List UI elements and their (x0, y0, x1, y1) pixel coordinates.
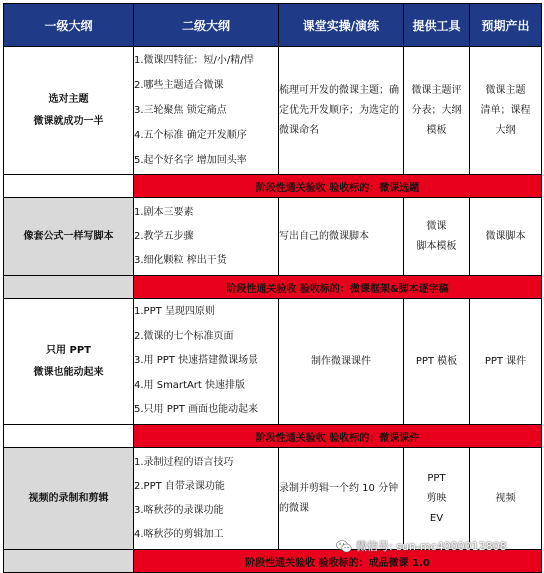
section-title-line: 微课就成功一半 (33, 115, 104, 127)
sub-item: 4.用 SmartArt 快速排版 (134, 379, 246, 391)
course-outline-table (3, 3, 542, 573)
output-line: 大纲 (495, 124, 516, 136)
sub-item: 3.喀秋莎的录课功能 (134, 504, 224, 516)
watermark-text: 微信号: sun-mc4000012808 (356, 540, 507, 553)
section-row-3 (4, 299, 542, 425)
header-level2: 二级大纲 (134, 4, 279, 47)
sub-item: 5.只用 PPT 画面也能动起来 (134, 404, 259, 416)
output-line: 清单；课程 (480, 104, 531, 116)
section-title (4, 448, 134, 550)
header-tools: 提供工具 (404, 4, 470, 47)
section-row-2 (4, 198, 542, 276)
section-title-line: 像套公式一样写脚本 (23, 230, 114, 242)
sub-item: 3.三轮聚焦 锁定痛点 (134, 105, 227, 116)
section-title-cont (4, 175, 134, 198)
sub-item: 1.微课四特征：短/小/精/悍 (134, 55, 254, 66)
output-cell (470, 47, 542, 175)
sub-item: 2.PPT 自带录课功能 (134, 480, 225, 492)
sub-item: 4.喀秋莎的剪辑加工 (134, 528, 224, 540)
gate-banner: 阶段性通关验收 验收标的：成品微课 1.0 (134, 550, 542, 573)
sub-item: 1.PPT 呈现四原则 (134, 306, 215, 318)
sub-outline (134, 448, 279, 550)
section-title-line: 视频的录制和剪辑 (28, 492, 109, 504)
sub-item: 2.哪些主题适合微课 (134, 80, 224, 91)
tools-cell (404, 47, 470, 175)
practice-cell: 写出自己的微课脚本 (279, 198, 404, 276)
section-title-cont (4, 276, 134, 299)
section-title (4, 47, 134, 175)
sub-item: 2.教学五步骤 (134, 230, 194, 242)
tools-line: 微课 (426, 220, 447, 232)
sub-item: 1.剧本三要素 (134, 206, 194, 218)
section-title (4, 299, 134, 425)
section-title-line: 选对主题 (48, 93, 89, 105)
section-title-cont (4, 425, 134, 448)
practice-cell: 录制并剪辑一个约 10 分钟的微课 (279, 448, 404, 550)
header-level1: 一级大纲 (4, 4, 134, 47)
tools-line: 模板 (426, 124, 447, 136)
output-cell (470, 299, 542, 425)
section-row-1 (4, 47, 542, 175)
practice-cell: 制作微课课件 (279, 299, 404, 425)
gate-banner: 阶段性通关验收 验收标的：微课框架&脚本逐字稿 (134, 276, 542, 299)
tools-line: PPT 模板 (415, 355, 458, 367)
section-title-line: 微课也能动起来 (33, 366, 104, 378)
gate-row-2 (4, 276, 542, 299)
gate-banner: 阶段性通关验收 验收标的：微课选题 (134, 175, 542, 198)
tools-cell (404, 299, 470, 425)
output-line: 视频 (495, 492, 516, 504)
tools-line: 剪映 (426, 492, 447, 504)
output-line: 微课主题 (485, 84, 526, 96)
tools-line: PPT (427, 472, 446, 484)
sub-item: 3.细化颗粒 榨出干货 (134, 254, 227, 266)
header-row (4, 4, 542, 47)
tools-line: 微课主题评 (411, 84, 462, 96)
tools-cell (404, 198, 470, 276)
sub-item: 1.录制过程的语言技巧 (134, 456, 234, 468)
wechat-icon (336, 540, 352, 553)
gate-row-3 (4, 425, 542, 448)
watermark (336, 538, 507, 554)
tools-line: EV (429, 512, 444, 524)
output-cell (470, 198, 542, 276)
section-row-4 (4, 448, 542, 550)
section-title-cont (4, 550, 134, 573)
sub-item: 2.微课的七个标准页面 (134, 330, 234, 342)
tools-line: 脚本模板 (416, 240, 457, 252)
section-title (4, 198, 134, 276)
sub-outline (134, 198, 279, 276)
section-title-line: 只用 PPT (46, 344, 91, 356)
practice-cell: 梳理可开发的微课主题；确定优先开发顺序；为选定的微课命名 (279, 47, 404, 175)
output-line: PPT 课件 (484, 355, 527, 367)
tools-cell (404, 448, 470, 550)
sub-item: 3.用 PPT 快速搭建微课场景 (134, 355, 259, 367)
sub-item: 4.五个标准 确定开发顺序 (134, 130, 247, 141)
header-practice: 课堂实操/演练 (279, 4, 404, 47)
sub-item: 5.起个好名字 增加回头率 (134, 155, 247, 166)
gate-banner: 阶段性通关验收 验收标的：微课课件 (134, 425, 542, 448)
output-line: 微课脚本 (485, 230, 526, 242)
header-output: 预期产出 (470, 4, 542, 47)
gate-row-1 (4, 175, 542, 198)
sub-outline (134, 47, 279, 175)
sub-outline (134, 299, 279, 425)
tools-line: 分表；大纲 (411, 104, 462, 116)
output-cell (470, 448, 542, 550)
